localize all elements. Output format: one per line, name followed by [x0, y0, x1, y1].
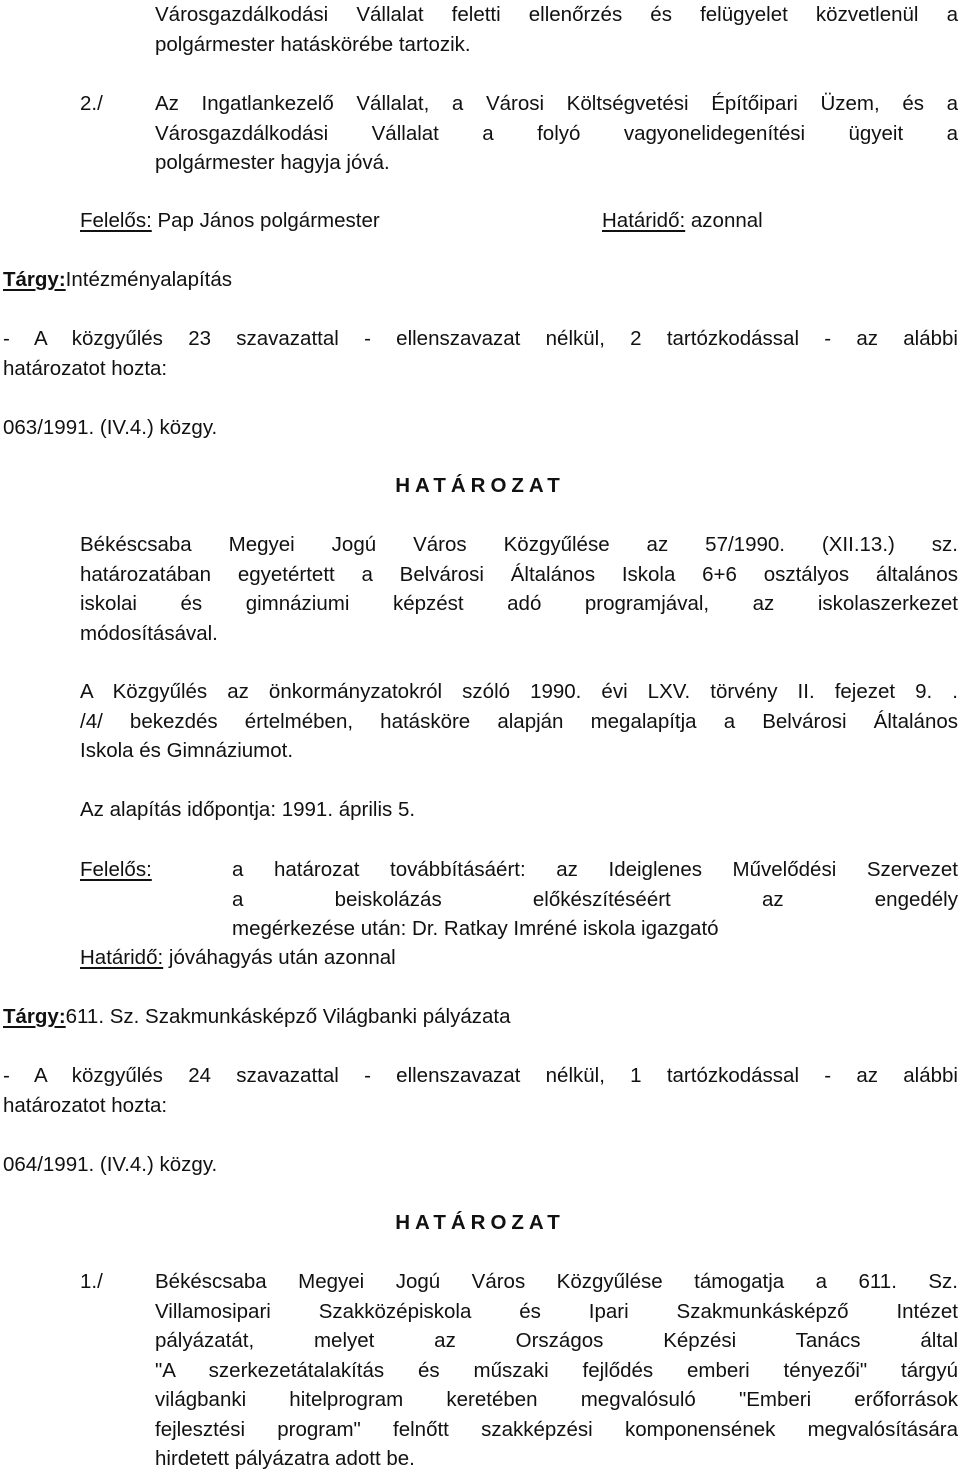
resolution-heading: HATÁROZAT [395, 474, 565, 497]
felelos-value: Pap János polgármester [157, 209, 380, 232]
felelos-label [80, 855, 152, 885]
deadline-line [602, 206, 763, 236]
item-1-text [155, 1267, 958, 1474]
resolution-number: 063/1991. (IV.4.) közgy. [3, 416, 218, 439]
text-line: megérkezése után: Dr. Ratkay Imréné iskola igazgató [232, 917, 719, 940]
text-line: Az Ingatlankezelő Vállalat, a Városi Költségvetési Építőipari Üzem, és a [155, 92, 958, 115]
text-line: "A szerkezetátalakítás és műszaki fejlődés emberi tényezői" tárgyú [155, 1358, 958, 1382]
text-line: Békéscsaba Megyei Jogú Város Közgyűlése támogatja a 611. Sz. [155, 1270, 958, 1293]
text-line: a beiskolázás előkészítéséért az engedély [232, 887, 958, 911]
targy-value: 611. Sz. Szakmunkásképző Világbanki pályázata [65, 1005, 511, 1028]
deadline-line [80, 943, 396, 973]
hatarido-value: azonnal [690, 209, 763, 232]
felelos-label-text: Felelős: [80, 858, 152, 881]
text-line: fejlesztési program" felnőtt szakképzési komponensének megvalósítására [155, 1417, 958, 1441]
text-line: Iskola és Gimnáziumot. [80, 739, 294, 762]
hatarido-value: jóváhagyás után azonnal [168, 946, 396, 969]
responsible-line [80, 206, 380, 236]
text-line: polgármester hagyja jóvá. [155, 151, 390, 174]
text-line: hirdetett pályázatra adott be. [155, 1447, 415, 1470]
targy-label: Tárgy: [3, 268, 66, 291]
targy-label: Tárgy: [3, 1005, 66, 1028]
text-line: Városgazdálkodási Vállalat feletti ellenőrzés és felügyelet közvetlenül a [155, 3, 958, 26]
item-2-text [155, 89, 958, 178]
text-line: iskolai és gimnáziumi képzést adó programjával, az iskolaszerkezet [80, 592, 958, 615]
vote-statement [3, 1061, 958, 1120]
responsible-list [232, 855, 958, 944]
text-line: a határozat továbbításáért: az Ideiglenes Művelődési Szervezet [232, 858, 958, 881]
resolution-number: 064/1991. (IV.4.) közgy. [3, 1153, 218, 1176]
text-line: - A közgyűlés 23 szavazattal - ellenszavazat nélkül, 2 tartózkodással - az alábbi [3, 327, 958, 350]
text-line: határozatában egyetértett a Belvárosi Általános Iskola 6+6 osztályos általános [80, 562, 958, 586]
targy-value: Intézményalapítás [65, 268, 233, 291]
text-line: határozatot hozta: [3, 1093, 168, 1117]
hatarido-label: Határidő: [602, 209, 686, 232]
text-line: - A közgyűlés 24 szavazattal - ellenszavazat nélkül, 1 tartózkodással - az alábbi [3, 1064, 958, 1087]
subject-line [3, 265, 232, 295]
text-line: /4/ bekezdés értelmében, hatásköre alapján megalapítja a Belvárosi Általános [80, 709, 958, 733]
text-line: Békéscsaba Megyei Jogú Város Közgyűlése az 57/1990. (XII.13.) sz. [80, 533, 958, 556]
resolution-paragraph [80, 530, 958, 648]
subject-line [3, 1002, 510, 1032]
prior-item-continuation [155, 0, 958, 59]
text-line: A Közgyűlés az önkormányzatokról szóló 1990. évi LXV. törvény II. fejezet 9. . [80, 680, 958, 703]
item-number: 2./ [80, 92, 103, 115]
text-line: polgármester hatáskörébe tartozik. [155, 32, 471, 56]
vote-statement [3, 324, 958, 383]
text-line: módosításával. [80, 621, 218, 645]
hatarido-label: Határidő: [80, 946, 164, 969]
text-line: Villamosipari Szakközépiskola és Ipari Szakmunkásképző Intézet [155, 1299, 958, 1323]
text-line: Városgazdálkodási Vállalat a folyó vagyonelidegenítési ügyeit a [155, 121, 958, 145]
resolution-heading: HATÁROZAT [395, 1211, 565, 1234]
resolution-paragraph [80, 677, 958, 766]
founding-date: Az alapítás időpontja: 1991. április 5. [80, 798, 416, 821]
text-line: pályázatát, melyet az Országos Képzési Tanács által [155, 1329, 958, 1352]
text-line: világbanki hitelprogram keretében megvalósuló "Emberi erőforrások [155, 1388, 958, 1411]
felelos-label: Felelős: [80, 209, 152, 232]
text-line: határozatot hozta: [3, 356, 168, 380]
item-number: 1./ [80, 1270, 103, 1293]
